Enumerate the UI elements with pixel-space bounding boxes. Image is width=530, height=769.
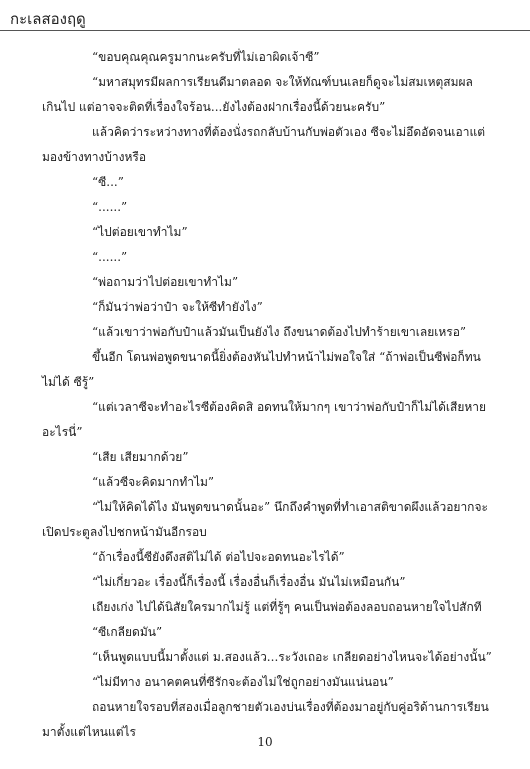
paragraph: “พ่อถามว่าไปต่อยเขาทำไม” [92, 275, 239, 289]
paragraph: “ซีเกลียดมัน” [92, 625, 163, 639]
paragraph: “แล้วซีจะคิดมากทำไม” [92, 475, 215, 489]
paragraph: แล้วคิดว่าระหว่างทางที่ต้องนั่งรถกลับบ้านกับพ่อตัวเอง ซีจะไม่อึดอัดจนเอาแต่มองข้างทางบ้างหรือ [42, 125, 485, 164]
running-header: กะเลสองฤดู [10, 10, 86, 28]
paragraph: “ถ้าเรื่องนี้ซียังดึงสติไม่ได้ ต่อไปจะอดทนอะไรได้” [92, 550, 345, 564]
paragraph: “เห็นพูดแบบนี้มาตั้งแต่ ม.สองแล้ว...ระวังเถอะ เกลียดอย่างไหนจะได้อย่างนั้น” [92, 650, 492, 664]
page-number: 10 [257, 735, 273, 749]
paragraph: “ไม่เกี่ยวอะ เรื่องนี้ก็เรื่องนี้ เรื่องอื่นก็เรื่องอื่น มันไม่เหมือนกัน” [92, 575, 406, 589]
paragraph: “เสีย เสียมากด้วย” [92, 450, 189, 464]
paragraph: “ไม่มีทาง อนาคตคนที่ซีรักจะต้องไม่ใช่ถูกอย่างมันแน่นอน” [92, 675, 394, 689]
paragraph: ขึ้นอีก โดนพ่อพูดขนาดนี้ยิ่งต้องหันไปทำหน้าไม่พอใจใส่ “ถ้าพ่อเป็นซีพ่อก็ทนไม่ได้ ซีรู้” [42, 350, 481, 389]
paragraph: เถียงเก่ง ไปได้นิสัยใครมากไม่รู้ แต่ที่รู้ๆ คนเป็นพ่อต้องลอบถอนหายใจไปสักที [92, 600, 482, 614]
paragraph: “......” [92, 250, 128, 264]
paragraph: “แต่เวลาซีจะทำอะไรซีต้องคิดสิ อดทนให้มากๆ เขาว่าพ่อกับป๋าก็ไม่ได้เสียหายอะไรนี่” [42, 400, 487, 439]
paragraph: “ไปต่อยเขาทำไม” [92, 225, 188, 239]
paragraph: “ซี...” [92, 175, 124, 189]
paragraph: “ขอบคุณคุณครูมากนะครับที่ไม่เอาผิดเจ้าซี” [92, 50, 320, 64]
paragraph: “ก็มันว่าพ่อว่าป๋า จะให้ซีทำยังไง” [92, 300, 263, 314]
paragraph: “แล้วเขาว่าพ่อกับป๋าแล้วมันเป็นยังไง ถึงขนาดต้องไปทำร้ายเขาเลยเหรอ” [92, 325, 467, 339]
header-rule [0, 30, 530, 31]
paragraph: “......” [92, 200, 128, 214]
paragraph: “ไม่ให้คิดได้ไง มันพูดขนาดนั้นอะ” นึกถึงคำพูดที่ทำเอาสติขาดผึงแล้วอยากจะเปิดประตูลงไปชกหน้ามันอีกรอบ [42, 500, 488, 539]
paragraph: ถอนหายใจรอบที่สองเมื่อลูกชายตัวเองบ่นเรื่องที่ต้องมาอยู่กับคู่อริด้านการเรียนมาตั้งแต่ไหนแต่ไร [42, 700, 489, 739]
body-text [42, 45, 492, 745]
paragraph: “มหาสมุทรมีผลการเรียนดีมาตลอด จะให้ทัณฑ์บนเลยก็ดูจะไม่สมเหตุสมผลเกินไป แต่อาจจะติดที่เรื่องใจร้อน...ยังไงต้องฝากเรื่องนี้ด้วยนะครับ” [42, 75, 473, 114]
